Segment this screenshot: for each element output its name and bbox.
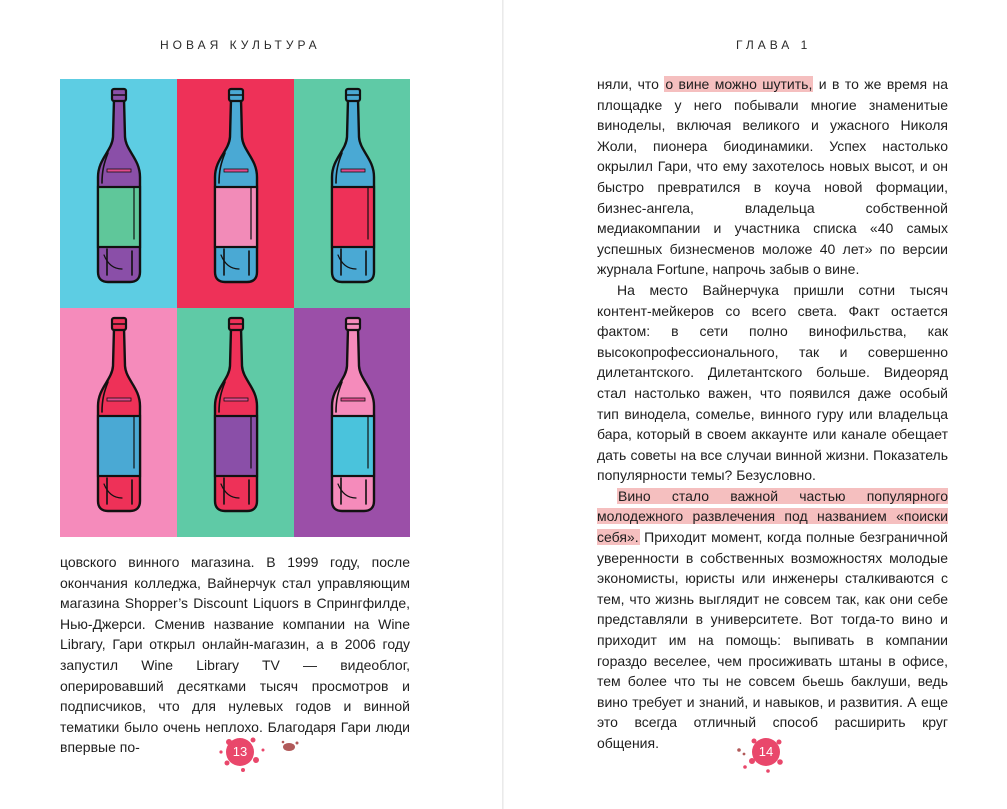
- bottle-panel: [60, 308, 177, 537]
- page-number-label: 14: [758, 744, 774, 759]
- wine-bottle-icon: [294, 79, 410, 308]
- bottle-panel: [177, 308, 294, 537]
- left-body-text: [60, 552, 410, 758]
- page-number-left: [213, 730, 273, 778]
- left-paragraph: цовского винного магазина. В 1999 году, после окончания колледжа, Вайнерчук стал управляющим магазина Shopper’s Discount Liquors в Спрингфилде, Нью-Джерси. Сменив название компании на Wine Library, Гари открыл онлайн-магазин, а в 2006 году запустил Wine Library TV — видеоблог, оперировавший десятками тысяч просмотров и подписчиков, что для нулевых годов и винной тематики было очень неплохо. Благодаря Гари люди впервые по-: [60, 554, 410, 756]
- right-body-text: [597, 74, 948, 754]
- bottle-panel: [294, 308, 410, 537]
- bottle-panel: [294, 79, 410, 308]
- right-paragraph-2: На место Вайнерчука пришли сотни тысяч контент-мейкеров со всего света. Факт остается фактом: в сети полно винофильства, как высокопрофессионального, так и совершенно дилетантского. Дилетантского больше. Видеоряд стал настолько важен, что появился даже особый тип винодела, сомелье, винного гуру или владельца бара, который в своем аккаунте или канале обещает дать советы на все случаи винной жизни. Показатель популярности темы? Безусловно.: [597, 281, 948, 484]
- wine-bottle-icon: [177, 79, 294, 308]
- paragraph-text: няли, что: [597, 76, 665, 92]
- highlighted-text: о вине можно шутить,: [665, 76, 813, 92]
- wine-bottle-icon: [294, 308, 410, 537]
- wine-bottle-icon: [60, 79, 177, 308]
- bottle-panel: [177, 79, 294, 308]
- left-running-head: НОВАЯ КУЛЬТУРА: [160, 38, 321, 52]
- wine-bottles-illustration: [60, 79, 410, 537]
- page-number-right: [733, 730, 793, 778]
- right-paragraph-1: [597, 74, 948, 280]
- page-number-label: 13: [232, 744, 248, 759]
- right-paragraph-3: [597, 486, 948, 754]
- right-running-head: ГЛАВА 1: [736, 38, 812, 52]
- left-page: [0, 0, 502, 809]
- paragraph-text: и в то же время на площадке у него побывали многие знаменитые винoделы, включая великого и ужасного Николя Жоли, пионера биодинамики. Успех настолько окрылил Гари, что ему захотелось новых высот, и он быстро превратился в коуча новой формации, бизнес-ангела, владельца собственной медиакомпании и участника списка «40 самых успешных бизнесменов моложе 40 лет» по версии журнала Fortune, напрочь забыв о вине.: [597, 76, 949, 278]
- wine-bottle-icon: [177, 308, 294, 537]
- wine-bottle-icon: [60, 308, 177, 537]
- paragraph-text: Приходит момент, когда полные безграничной уверенности в собственных возможностях молодые экономисты, юристы или инженеры сталкиваются с тем, что жизнь выглядит не совсем так, как они себе представляли в университете. Вот тогда-то вино и приходит им на помощь: выпивать в компании гораздо веселее, чем просиживать штаны в офисе, тем более что ты не совсем бьешь баклуши, ведь вино требует и знаний, и навыков, и развития. А еще это всегда отличный способ расширить круг общения.: [597, 529, 948, 751]
- bottle-panel: [60, 79, 177, 308]
- highlighted-text: Вино стало важной частью популярного молодежного развлечения под названием «поиски себя».: [597, 487, 948, 546]
